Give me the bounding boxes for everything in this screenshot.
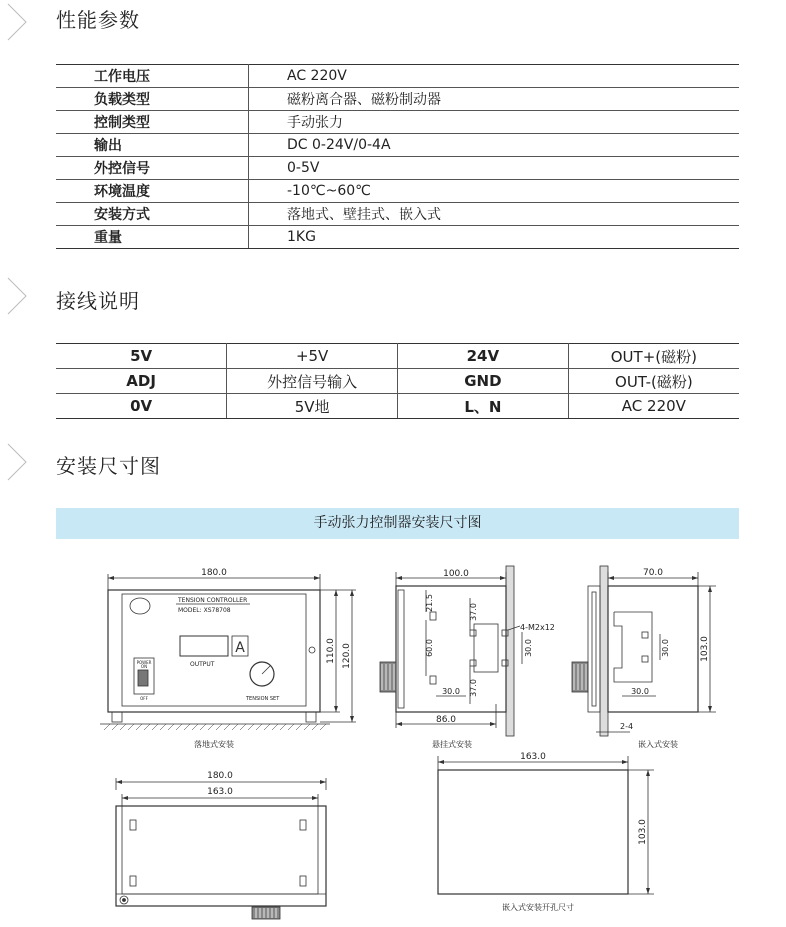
section-title-performance: 性能参数 [56, 8, 140, 32]
dim-wall-d4: 37.0 [469, 679, 478, 697]
section-title-wiring: 接线说明 [56, 289, 140, 313]
dim-front-h1: 110.0 [326, 638, 336, 664]
caption-floor-mount: 落地式安装 [194, 740, 234, 749]
wiring-cell: OUT+(磁粉) [568, 344, 739, 369]
dim-bottom-w1: 180.0 [207, 771, 233, 781]
caption-wall-mount: 悬挂式安装 [432, 740, 472, 749]
brand-logo-icon [130, 598, 150, 614]
dim-embed-d1: 30.0 [661, 639, 670, 657]
table-row [56, 226, 739, 249]
spec-value: 磁粉离合器、磁粉制动器 [249, 88, 740, 111]
spec-label: 重量 [56, 226, 249, 249]
spec-label: 工作电压 [56, 65, 249, 88]
table-row [56, 203, 739, 226]
front-power-label: POWER [136, 660, 152, 665]
spec-table [56, 64, 739, 249]
spec-value: AC 220V [249, 65, 740, 88]
table-row [56, 65, 739, 88]
spec-label: 控制类型 [56, 111, 249, 134]
section-arrow-icon [2, 440, 32, 484]
dim-wall-d2: 37.0 [469, 603, 478, 621]
wall-screw-label: 4-M2x12 [520, 623, 555, 632]
embed-view [572, 566, 716, 749]
section-arrow-icon [2, 0, 32, 44]
table-row [56, 369, 739, 394]
spec-value: 落地式、壁挂式、嵌入式 [249, 203, 740, 226]
front-model: MODEL: XS78708 [178, 607, 231, 614]
table-row [56, 111, 739, 134]
front-view [100, 568, 356, 749]
dim-embed-d2: 30.0 [631, 687, 649, 696]
dim-wall-base: 86.0 [435, 715, 457, 725]
dim-embed-gap: 2-4 [620, 722, 634, 731]
installation-dimension-drawing [0, 545, 786, 927]
wiring-cell: L、N [398, 394, 569, 419]
front-on-label: ON [140, 664, 148, 669]
spec-label: 输出 [56, 134, 249, 157]
front-brand: TENSION CONTROLLER [178, 597, 248, 604]
wiring-cell: OUT-(磁粉) [568, 369, 739, 394]
spec-value: -10℃~60℃ [249, 180, 740, 203]
table-row [56, 344, 739, 369]
dim-embed-width: 70.0 [642, 568, 664, 578]
table-row [56, 134, 739, 157]
wiring-cell: ADJ [56, 369, 227, 394]
wiring-cell: 24V [398, 344, 569, 369]
section-arrow-icon [2, 274, 32, 318]
table-row [56, 88, 739, 111]
spec-value: 手动张力 [249, 111, 740, 134]
bottom-view [116, 771, 326, 919]
spec-label: 环境温度 [56, 180, 249, 203]
front-off-label: OFF [140, 696, 148, 701]
spec-label: 负载类型 [56, 88, 249, 111]
dim-cutout-height: 103.0 [638, 819, 648, 845]
wiring-cell: AC 220V [568, 394, 739, 419]
wiring-cell: +5V [227, 344, 398, 369]
dim-front-width: 180.0 [201, 568, 227, 578]
spec-label: 外控信号 [56, 157, 249, 180]
wiring-cell: GND [398, 369, 569, 394]
dim-wall-d1: 21.5 [425, 594, 434, 612]
diagram-banner: 手动张力控制器安装尺寸图 [56, 508, 739, 539]
dim-wall-d6: 30.0 [442, 687, 460, 696]
table-row [56, 394, 739, 419]
wiring-table [56, 343, 739, 419]
dim-embed-height: 103.0 [700, 636, 710, 662]
wiring-cell: 5V地 [227, 394, 398, 419]
spec-value: 0-5V [249, 157, 740, 180]
dim-cutout-width: 163.0 [520, 752, 546, 762]
spec-label: 安装方式 [56, 203, 249, 226]
dim-bottom-w2: 163.0 [207, 787, 233, 797]
wiring-cell: 外控信号输入 [227, 369, 398, 394]
caption-cutout: 嵌入式安装开孔尺寸 [502, 903, 574, 912]
table-row [56, 180, 739, 203]
spec-value: DC 0-24V/0-4A [249, 134, 740, 157]
wiring-cell: 5V [56, 344, 227, 369]
dim-wall-width: 100.0 [443, 569, 469, 579]
dim-wall-d3: 60.0 [425, 639, 434, 657]
cutout-view [438, 752, 654, 912]
dim-front-h2: 120.0 [342, 643, 352, 669]
table-row [56, 157, 739, 180]
front-display-unit: A [235, 640, 245, 656]
spec-value: 1KG [249, 226, 740, 249]
section-title-dimensions: 安装尺寸图 [56, 454, 161, 478]
front-knob-label: TENSION SET [246, 696, 280, 702]
dim-wall-d5: 30.0 [524, 639, 533, 657]
wiring-cell: 0V [56, 394, 227, 419]
caption-embed-mount: 嵌入式安装 [638, 740, 678, 749]
wall-view [380, 566, 555, 749]
front-output-label: OUTPUT [190, 661, 215, 668]
